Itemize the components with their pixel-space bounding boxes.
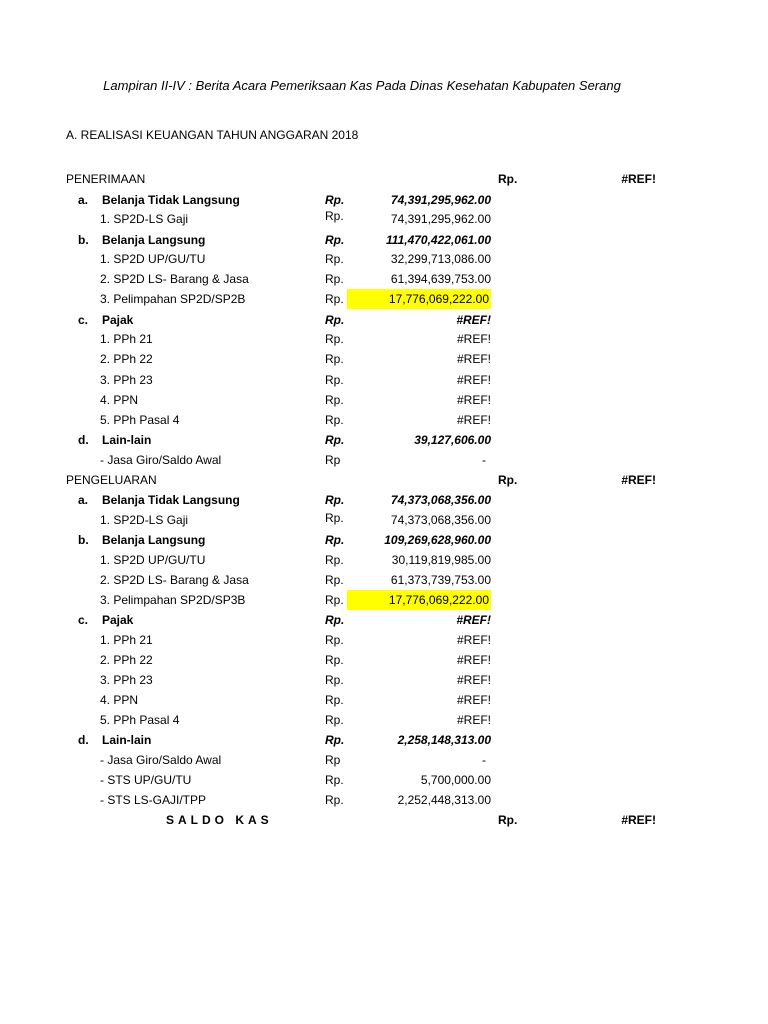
highlighted-amount: 17,776,069,222.00 bbox=[347, 590, 491, 610]
line-item-amount: 74,391,295,962.00 bbox=[390, 212, 491, 226]
line-item-amount: #REF! bbox=[456, 633, 491, 647]
category-amount: 109,269,628,960.00 bbox=[384, 533, 491, 547]
line-item-rp: Rp. bbox=[325, 393, 344, 407]
category-amount: #REF! bbox=[456, 313, 491, 327]
line-item-row bbox=[0, 670, 768, 690]
line-item-amount: - bbox=[482, 453, 486, 467]
line-item-amount: - bbox=[482, 753, 486, 767]
line-item-rp: Rp. bbox=[325, 593, 344, 607]
category-amount: 74,391,295,962.00 bbox=[390, 193, 491, 207]
line-item-row bbox=[0, 770, 768, 790]
line-item-name: 4. PPN bbox=[100, 693, 139, 707]
category-name: Lain-lain bbox=[102, 433, 152, 447]
line-item-rp: Rp. bbox=[325, 633, 344, 647]
category-letter: d. bbox=[78, 733, 89, 747]
line-item-amount: #REF! bbox=[456, 713, 491, 727]
line-item-rp: Rp. bbox=[325, 209, 344, 223]
saldo-kas-row bbox=[0, 810, 768, 830]
line-item-name: 2. SP2D LS- Barang & Jasa bbox=[100, 272, 249, 286]
line-item-amount: #REF! bbox=[456, 352, 491, 366]
pengeluaran-b-row bbox=[0, 530, 768, 550]
line-item-row bbox=[0, 329, 768, 349]
line-item-name: 1. SP2D-LS Gaji bbox=[100, 513, 189, 527]
line-item-name: - STS UP/GU/TU bbox=[100, 773, 192, 787]
penerimaan-total: #REF! bbox=[621, 172, 656, 186]
category-amount: 111,470,422,061.00 bbox=[386, 233, 491, 247]
category-letter: b. bbox=[78, 233, 89, 247]
category-letter: c. bbox=[78, 313, 89, 327]
penerimaan-c-row bbox=[0, 310, 768, 330]
line-item-row bbox=[0, 690, 768, 710]
category-letter: d. bbox=[78, 433, 89, 447]
line-item-rp: Rp. bbox=[325, 352, 344, 366]
category-letter: a. bbox=[78, 193, 89, 207]
penerimaan-a-row bbox=[0, 190, 768, 210]
page-title: Lampiran II-IV : Berita Acara Pemeriksaan Kas Pada Dinas Kesehatan Kabupaten Serang bbox=[103, 78, 621, 93]
line-item-row bbox=[0, 750, 768, 770]
line-item-row bbox=[0, 510, 768, 530]
line-item-amount: #REF! bbox=[456, 673, 491, 687]
saldo-kas-label: SALDO KAS bbox=[166, 813, 273, 827]
category-name: Belanja Tidak Langsung bbox=[102, 493, 240, 507]
category-rp: Rp. bbox=[325, 233, 345, 247]
line-item-name: 4. PPN bbox=[100, 393, 139, 407]
line-item-name: - STS LS-GAJI/TPP bbox=[100, 793, 207, 807]
line-item-row bbox=[0, 349, 768, 369]
line-item-name: 1. PPh 21 bbox=[100, 332, 153, 346]
category-rp: Rp. bbox=[325, 613, 345, 627]
category-rp: Rp. bbox=[325, 313, 345, 327]
line-item-row bbox=[0, 550, 768, 570]
section-title: A. REALISASI KEUANGAN TAHUN ANGGARAN 2018 bbox=[66, 128, 359, 142]
category-name: Belanja Langsung bbox=[102, 233, 206, 247]
line-item-name: 3. PPh 23 bbox=[100, 373, 153, 387]
pengeluaran-rp: Rp. bbox=[498, 473, 518, 487]
line-item-rp: Rp. bbox=[325, 553, 344, 567]
line-item-name: - Jasa Giro/Saldo Awal bbox=[100, 753, 222, 767]
line-item-row bbox=[0, 710, 768, 730]
line-item-name: 1. SP2D-LS Gaji bbox=[100, 212, 189, 226]
pengeluaran-a-row bbox=[0, 490, 768, 510]
penerimaan-d-row bbox=[0, 430, 768, 450]
line-item-name: 1. PPh 21 bbox=[100, 633, 153, 647]
category-rp: Rp. bbox=[325, 193, 345, 207]
line-item-name: 3. PPh 23 bbox=[100, 673, 153, 687]
category-name: Belanja Langsung bbox=[102, 533, 206, 547]
line-item-amount: 32,299,713,086.00 bbox=[390, 252, 491, 266]
line-item-rp: Rp. bbox=[325, 252, 344, 266]
line-item-name: 5. PPh Pasal 4 bbox=[100, 413, 180, 427]
category-amount: #REF! bbox=[456, 613, 491, 627]
category-rp: Rp. bbox=[325, 433, 345, 447]
line-item-row bbox=[0, 650, 768, 670]
line-item-rp: Rp. bbox=[325, 332, 344, 346]
line-item-rp: Rp. bbox=[325, 511, 344, 525]
category-name: Lain-lain bbox=[102, 733, 152, 747]
line-item-row bbox=[0, 630, 768, 650]
line-item-rp: Rp. bbox=[325, 573, 344, 587]
line-item-row bbox=[0, 410, 768, 430]
pengeluaran-d-row bbox=[0, 730, 768, 750]
line-item-rp: Rp. bbox=[325, 373, 344, 387]
line-item-rp: Rp. bbox=[325, 292, 344, 306]
highlighted-amount: 17,776,069,222.00 bbox=[347, 289, 491, 309]
line-item-amount: #REF! bbox=[456, 693, 491, 707]
line-item-row bbox=[0, 590, 768, 610]
line-item-rp: Rp. bbox=[325, 693, 344, 707]
line-item-rp: Rp bbox=[325, 453, 341, 467]
category-rp: Rp. bbox=[325, 533, 345, 547]
line-item-rp: Rp. bbox=[325, 773, 344, 787]
line-item-row bbox=[0, 450, 768, 470]
line-item-row bbox=[0, 790, 768, 810]
category-name: Pajak bbox=[102, 613, 134, 627]
line-item-name: 1. SP2D UP/GU/TU bbox=[100, 553, 206, 567]
line-item-amount: #REF! bbox=[456, 653, 491, 667]
category-letter: c. bbox=[78, 613, 89, 627]
line-item-rp: Rp. bbox=[325, 793, 344, 807]
pengeluaran-header-row bbox=[0, 470, 768, 490]
line-item-rp: Rp. bbox=[325, 673, 344, 687]
line-item-row bbox=[0, 269, 768, 289]
line-item-name: 2. PPh 22 bbox=[100, 352, 153, 366]
line-item-row bbox=[0, 390, 768, 410]
line-item-amount: 74,373,068,356.00 bbox=[390, 513, 491, 527]
category-rp: Rp. bbox=[325, 493, 345, 507]
line-item-row bbox=[0, 370, 768, 390]
saldo-kas-total: #REF! bbox=[621, 813, 656, 827]
penerimaan-label: PENERIMAAN bbox=[66, 172, 146, 186]
line-item-name: 3. Pelimpahan SP2D/SP2B bbox=[100, 292, 246, 306]
line-item-rp: Rp. bbox=[325, 713, 344, 727]
line-item-row bbox=[0, 289, 768, 309]
line-item-amount: #REF! bbox=[456, 393, 491, 407]
line-item-amount: 2,252,448,313.00 bbox=[397, 793, 491, 807]
line-item-name: 1. SP2D UP/GU/TU bbox=[100, 252, 206, 266]
line-item-amount: #REF! bbox=[456, 413, 491, 427]
line-item-amount: 5,700,000.00 bbox=[420, 773, 491, 787]
pengeluaran-label: PENGELUARAN bbox=[66, 473, 157, 487]
saldo-kas-rp: Rp. bbox=[498, 813, 518, 827]
line-item-rp: Rp. bbox=[325, 272, 344, 286]
line-item-rp: Rp. bbox=[325, 653, 344, 667]
penerimaan-rp: Rp. bbox=[498, 172, 518, 186]
line-item-amount: #REF! bbox=[456, 332, 491, 346]
line-item-amount: #REF! bbox=[456, 373, 491, 387]
line-item-amount: 30,119,819,985.00 bbox=[391, 553, 491, 567]
line-item-name: 3. Pelimpahan SP2D/SP3B bbox=[100, 593, 246, 607]
category-amount: 74,373,068,356.00 bbox=[390, 493, 491, 507]
category-rp: Rp. bbox=[325, 733, 345, 747]
line-item-name: - Jasa Giro/Saldo Awal bbox=[100, 453, 222, 467]
line-item-row bbox=[0, 249, 768, 269]
category-letter: b. bbox=[78, 533, 89, 547]
line-item-amount: 61,394,639,753.00 bbox=[390, 272, 491, 286]
category-amount: 2,258,148,313.00 bbox=[397, 733, 491, 747]
category-letter: a. bbox=[78, 493, 89, 507]
line-item-amount: 61,373,739,753.00 bbox=[390, 573, 491, 587]
pengeluaran-total: #REF! bbox=[621, 473, 656, 487]
line-item-rp: Rp. bbox=[325, 413, 344, 427]
category-name: Pajak bbox=[102, 313, 134, 327]
line-item-name: 2. SP2D LS- Barang & Jasa bbox=[100, 573, 249, 587]
penerimaan-header-row bbox=[0, 169, 768, 189]
category-name: Belanja Tidak Langsung bbox=[102, 193, 240, 207]
line-item-row bbox=[0, 209, 768, 229]
pengeluaran-c-row bbox=[0, 610, 768, 630]
line-item-name: 5. PPh Pasal 4 bbox=[100, 713, 180, 727]
line-item-row bbox=[0, 570, 768, 590]
line-item-rp: Rp bbox=[325, 753, 341, 767]
line-item-name: 2. PPh 22 bbox=[100, 653, 153, 667]
penerimaan-b-row bbox=[0, 230, 768, 250]
category-amount: 39,127,606.00 bbox=[414, 433, 491, 447]
